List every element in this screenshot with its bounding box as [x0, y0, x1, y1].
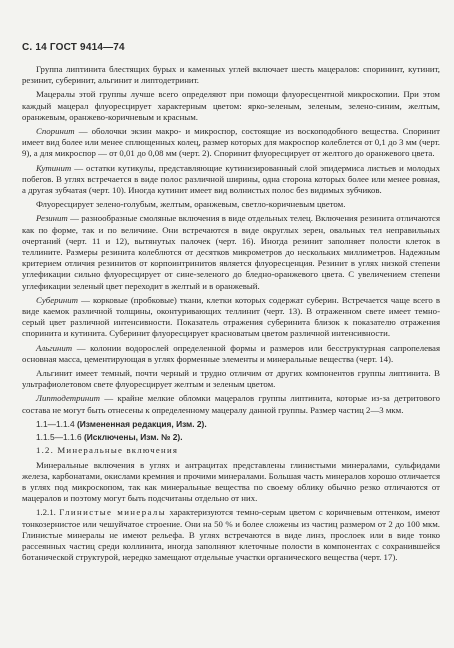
paragraph-resinite — [22, 213, 440, 291]
edit-note-2 — [22, 432, 440, 443]
term-alginite: Альгинит — [36, 342, 73, 353]
text-suberinite: — корковые (пробковые) ткани, клетки которых содержат суберин. Встречается чаще всего в виде каемок различной толщины, оконтуривающих теллинит (черт. 13). В отраженном свете имеет темно-серый цвет различной интенсивности. Показатель отражения суберинита близок к показателю отражения споринита и кутинита. Суберинит флуоресцирует красноватым цветом различной интенсивности. — [22, 294, 440, 339]
edit-ref-1: (Измененная редакция, Изм. 2). — [76, 418, 207, 429]
edit-note-1 — [22, 419, 440, 430]
term-sporinite: Споринит — [36, 126, 75, 137]
text-cutinite: — остатки кутикулы, представляющие кутинизированный слой эпидермиса листьев и молодых побегов. В углях встречается в виде полос различной ширины, одна сторона которых более или менее ровная, а другая зубчатая (черт. 10). Иногда кутинит имеет вид волнистых полос без видимых зубчиков. — [22, 162, 440, 196]
edit-ref-2: (Исключены, Изм. № 2). — [83, 432, 183, 443]
term-cutinite: Кутинит — [36, 162, 72, 173]
paragraph-sporinite — [22, 126, 440, 160]
text-sporinite: — оболочки экзин макро- и микроспор, состоящие из воскоподобного вещества. Споринит имеет вид более или менее сплющенных колец, размер которых для макроспор колеблется от 0,1 до 3 мм (черт. 9), а для микроспор — от 0,01 до 0,08 мм (черт. 2). Споринит флуоресцирует от желтого до оранжевого цвета. — [22, 126, 440, 159]
paragraph-clay-minerals — [22, 507, 440, 563]
text-resinite: — разнообразные смоляные включения в виде отдельных телец. Включения резинита отличаются как по форме, так и по величине. Они встречаются в виде округлых зерен, овальных тел неправильных очертаний (черт. 11 и 12), вытянутых палочек (черт. 16). Иногда резинит заполняет полости клеток в теллините. Размеры резинита колеблются от десятков микрометров до нескольких миллиметров. Надежным критерием отличия резинитов от корпоинтринитов является флуоресценция. Резинит в углях низкой степени углефикации сильно флуоресцирует от сине-зеленого до бледно-оранжевого цвета. С увеличением степени углефикации зеленый цвет переходит в желтый и в оранжевый. — [22, 213, 440, 291]
term-liptodetrinite: Липтодетринит — [36, 393, 101, 404]
edit-range-2: 1.1.5—1.1.6 — [36, 432, 84, 443]
paragraph-mineral-inclusions: Минеральные включения в углях и антрацитах представлены глинистыми минералами, сульфидами железа, карбонатами, окислами кремния и прочими минералами. Большая часть минералов хорошо отличается в углях под микроскопом, так как минеральные вещества по своему облику обычно резко отличаются от мацералов и поэтому могут быть подсчитаны отдельно от них. — [22, 459, 440, 504]
paragraph-liptinite-intro: Группа липтинита блестящих бурых и каменных углей включает шесть мацералов: спорининт, кутинит, резинит, суберинит, альгинит и липтодетринит. — [22, 64, 440, 86]
clause-number: 1.2.1. — [36, 507, 60, 518]
paragraph-alginite — [22, 343, 440, 365]
edit-range-1: 1.1—1.1.4 — [36, 418, 77, 429]
page-header: С. 14 ГОСТ 9414—74 — [22, 42, 125, 53]
text-liptodetrinite: — крайне мелкие обломки мацералов группы липтинита, которые из-за детритового состава не могут быть отнесены к определенному мацералу данной группы. Размер частиц 2—3 мкм. — [22, 393, 440, 415]
text-clay-minerals: характеризуются темно-серым цветом с коричневым оттенком, имеют тонкозернистое или чешуйчатое строение. Они на 50 % и более сложены из частиц размером от 2 до 100 мкм. Глинистые минералы не имеют рельефа. В углях встречаются в виде линз, прослоек или в виде тонко рассеянных частиц среди коллинита, иногда заполняют клеточные полости в компонентах с сохранившейся ботанической структурой, нередко замещают отдельные участки органического вещества (черт. 17). — [22, 507, 440, 563]
paragraph-alginite-color: Альгинит имеет темный, почти черный и трудно отличим от других компонентов группы липтинита. В ультрафиолетовом свете флуоресцирует желтым и зеленым цветом. — [22, 368, 440, 390]
paragraph-cutinite — [22, 163, 440, 197]
paragraph-cutinite-fluorescence: Флуоресцирует зелено-голубым, желтым, оранжевым, светло-коричневым цветом. — [36, 199, 346, 210]
section-number: 1.2. — [36, 445, 58, 456]
paragraph-fluorescence: Мацералы этой группы лучше всего определяют при помощи флуоресцентной микроскопии. При этом каждый мацерал флуоресцирует характерным цветом: ярко-зеленым, зеленым, зелено-синим, желтым, оранжевым, оранжево-коричневым и красным. — [22, 89, 440, 122]
term-suberinite: Суберинит — [36, 294, 79, 305]
term-resinite: Резинит — [36, 213, 68, 224]
text-alginite: — колонии водорослей определенной формы и размеров или бесструктурная сапропелевая основная масса, цементирующая в углях форменные элементы и минеральные вещества (черт. 14). — [22, 342, 440, 364]
section-heading — [22, 445, 440, 456]
paragraph-liptodetrinite — [22, 393, 440, 415]
paragraph-suberinite — [22, 295, 440, 340]
document-body — [22, 64, 440, 566]
section-title: Минеральные включения — [57, 445, 179, 456]
term-clay-minerals: Глинистые минералы — [59, 507, 166, 518]
